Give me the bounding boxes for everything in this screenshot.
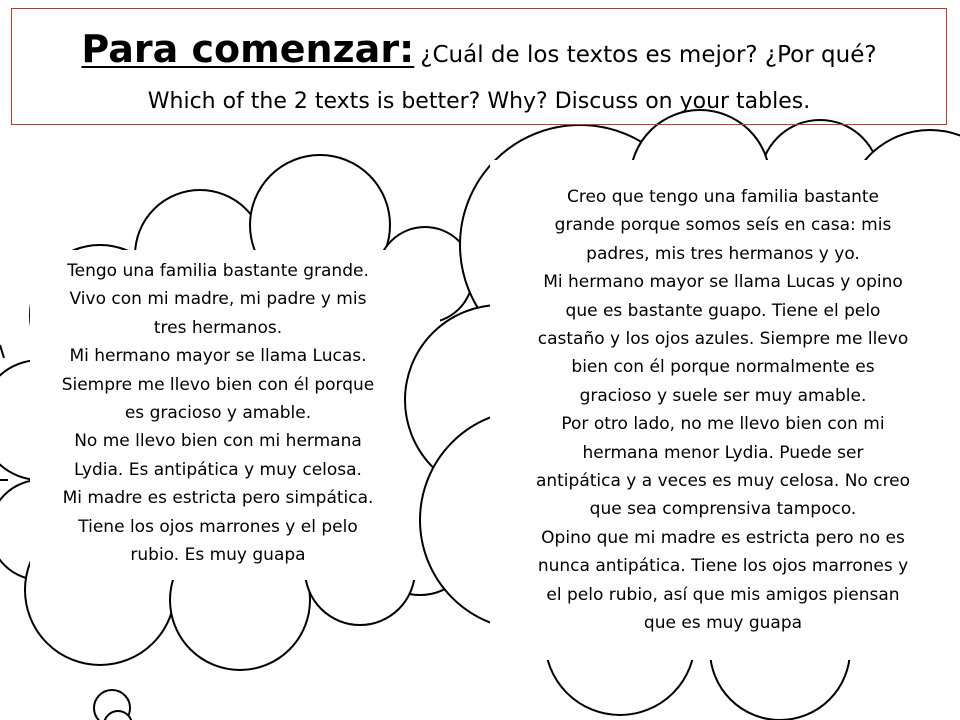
text-line: castaño y los ojos azules. Siempre me llevo [537,329,909,350]
text-line: tres hermanos. [153,317,283,338]
text-line: No me llevo bien con mi hermana [74,431,362,452]
text-line: Mi hermano mayor se llama Lucas. [69,346,367,367]
text-line: Creo que tengo una familia bastante [566,187,880,207]
title-line [12,27,946,71]
text-line: grande porque somos seís en casa: mis [554,215,892,236]
title-question: ¿Cuál de los textos es mejor? ¿Por qué? [420,42,877,68]
page-title: Para comenzar: [81,27,415,71]
text-line: Tengo una familia bastante grande. [67,261,369,281]
text-line: Mi madre es estricta pero simpática. [62,488,374,509]
text-line: es gracioso y amable. [124,403,312,424]
text-line: que es muy guapa [643,613,803,634]
text-line: hermana menor Lydia. Puede ser [582,442,864,463]
page-subtitle: Which of the 2 texts is better? Why? Discuss on your tables. [147,89,811,114]
text-line: rubio. Es muy guapa [130,545,306,566]
text-line: que es bastante guapo. Tiene el pelo [565,300,881,321]
text-line: Lydia. Es antipática y muy celosa. [74,459,362,480]
text-line: nunca antipática. Tiene los ojos marrones y [537,556,909,577]
text-line: antipática y a veces es muy celosa. No creo [535,471,911,492]
text-line: el pelo rubio, así que mis amigos piensan [546,584,900,605]
text-line: que sea comprensiva tampoco. [589,499,857,520]
header-box [11,8,947,125]
text-line: Siempre me llevo bien con él porque [61,374,375,395]
text-line: Vivo con mi madre, mi padre y mis [69,289,367,310]
text-line: padres, mis tres hermanos y yo. [586,243,860,264]
left-cloud-text [18,257,418,569]
text-line: Mi hermano mayor se llama Lucas y opino [543,272,903,293]
text-line: Por otro lado, no me llevo bien con mi [561,414,885,435]
text-line: gracioso y suele ser muy amable. [579,385,867,406]
right-cloud-text [500,183,946,638]
text-line: Opino que mi madre es estricta pero no es [541,527,905,548]
text-line: Tiene los ojos marrones y el pelo [78,516,358,537]
text-line: bien con él porque normalmente es [571,357,875,378]
